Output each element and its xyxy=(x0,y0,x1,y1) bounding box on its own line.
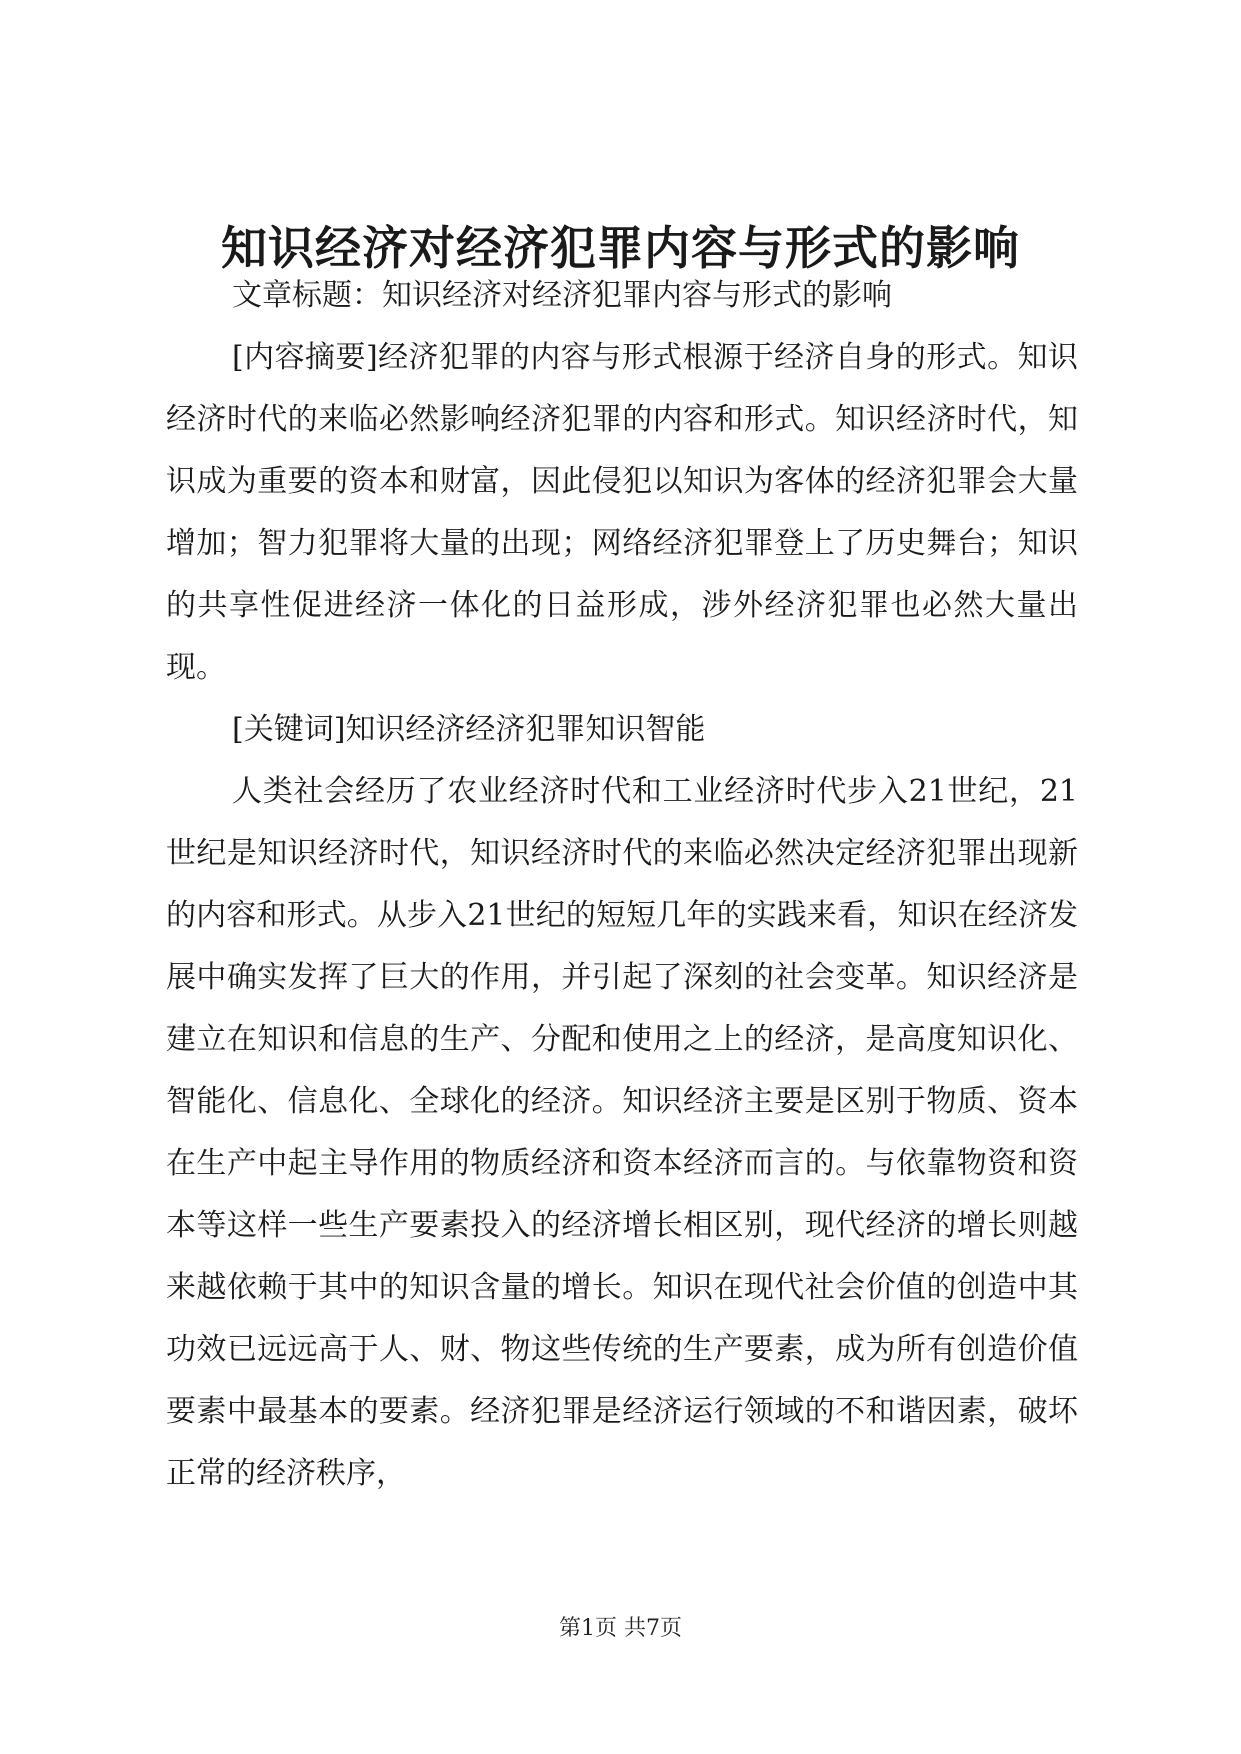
article-title-line: 文章标题：知识经济对经济犯罪内容与形式的影响 xyxy=(232,278,892,313)
page-number-footer: 第1页 共7页 xyxy=(559,1616,682,1641)
body-paragraph: 人类社会经历了农业经济时代和工业经济时代步入21世纪，21世纪是知识经济时代，知识经济时代的来临必然决定经济犯罪出现新的内容和形式。从步入21世纪的短短几年的实践来看，知识在经济发展中确实发挥了巨大的作用，并引起了深刻的社会变革。知识经济是建立在知识和信息的生产、分配和使用之上的经济，是高度知识化、智能化、信息化、全球化的经济。知识经济主要是区别于物质、资本在生产中起主导作用的物质经济和资本经济而言的。与依靠物资和资本等这样一些生产要素投入的经济增长相区别，现代经济的增长则越来越依赖于其中的知识含量的增长。知识在现代社会价值的创造中其功效已远远高于人、财、物这些传统的生产要素，成为所有创造价值要素中最基本的要素。经济犯罪是经济运行领域的不和谐因素，破坏正常的经济秩序， xyxy=(166,774,1078,1491)
abstract-paragraph: [内容摘要]经济犯罪的内容与形式根源于经济自身的形式。知识经济时代的来临必然影响经济犯罪的内容和形式。知识经济时代，知识成为重要的资本和财富，因此侵犯以知识为客体的经济犯罪会大量增加；智力犯罪将大量的出现；网络经济犯罪登上了历史舞台；知识的共享性促进经济一体化的日益形成，涉外经济犯罪也必然大量出现。 xyxy=(166,340,1078,685)
document-title: 知识经济对经济犯罪内容与形式的影响 xyxy=(221,221,1020,275)
keywords-paragraph: [关键词]知识经济经济犯罪知识智能 xyxy=(232,712,706,747)
document-body xyxy=(166,265,1078,1505)
